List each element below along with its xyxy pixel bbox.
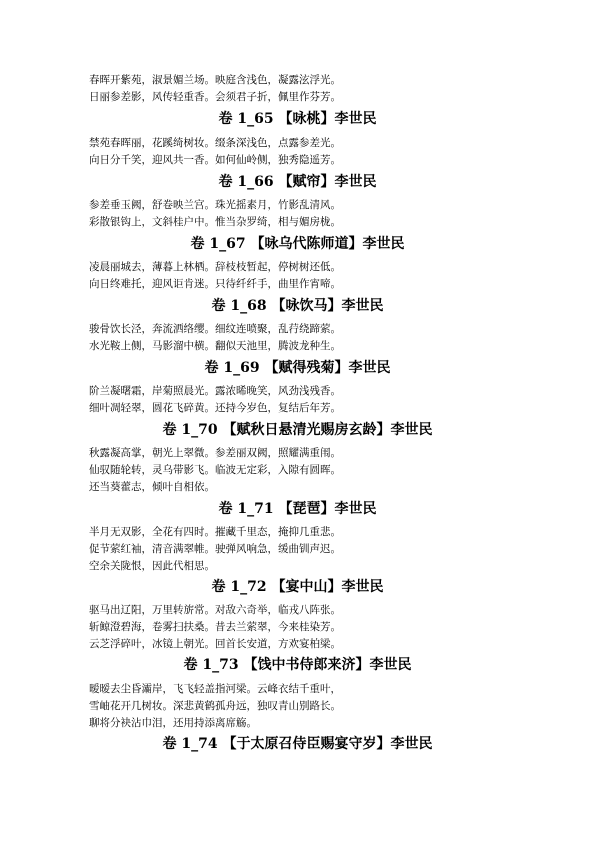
poem-line: 向日分千笑，迎风共一香。如何仙岭侧，独秀隐遥芳。 [89, 154, 341, 166]
poem-line: 半月无双影，全花有四时。摧藏千里态，掩抑几重悲。 [89, 526, 341, 538]
poem-line: 水光鞍上侧，马影溜中横。翻似天池里，腾波龙种生。 [89, 340, 341, 352]
poem-line: 参差垂玉阙，舒卷映兰宫。珠光摇素月，竹影乱清风。 [89, 199, 341, 211]
poem-line: 禁苑春晖丽，花蹊绮树妆。缀条深浅色，点露参差光。 [89, 137, 341, 149]
poem-line: 还当葵藿志，倾叶自相依。 [89, 481, 215, 493]
poem-line: 骏骨饮长泾，奔流洒络缨。细纹连喷聚，乱荇绕蹄萦。 [89, 323, 341, 335]
poem-line: 向日终难托，迎风讵肯迷。只待纤纤手，曲里作宵啼。 [89, 278, 341, 290]
poem-line: 秋露凝高掌，朝光上翠微。参差丽双阙，照耀满重闱。 [89, 447, 341, 459]
poem-line: 促节萦红袖，清音满翠帷。驶弹风响急，缓曲钏声迟。 [89, 543, 341, 555]
poem-line: 驱马出辽阳，万里转旂常。对敌六奇举，临戎八阵张。 [89, 604, 341, 616]
poem-line: 聊将分袂沾巾泪，还用持添离席觞。 [89, 717, 257, 729]
poem-title: 卷 1_65 【咏桃】李世民 [218, 111, 377, 127]
poem-title: 卷 1_70 【赋秋日悬清光赐房玄龄】李世民 [162, 422, 433, 438]
poem-line: 暧暧去尘昏灞岸，飞飞轻盖指河梁。云峰衣结千重叶， [89, 683, 341, 695]
poem-title: 卷 1_74 【于太原召侍臣赐宴守岁】李世民 [162, 736, 433, 752]
poem-title: 卷 1_67 【咏乌代陈师道】李世民 [190, 236, 405, 252]
poem-title: 卷 1_71 【琵琶】李世民 [218, 501, 377, 517]
poem-title: 卷 1_73 【饯中书侍郎来济】李世民 [183, 657, 412, 673]
poem-line: 云芝浮碎叶，冰镜上朝光。回首长安道，方欢宴柏梁。 [89, 638, 341, 650]
poem-line: 彩散银钩上，文斜桂户中。惟当杂罗绮，相与媚房栊。 [89, 216, 341, 228]
poem-line: 日丽参差影，风传轻重香。会须君子折，佩里作芬芳。 [89, 91, 341, 103]
poem-line: 空余关陇恨，因此代相思。 [89, 560, 215, 572]
poem-line: 仙驭随轮转，灵乌带影飞。临波无定彩，入隙有圆晖。 [89, 464, 341, 476]
poem-line: 斩鲸澄碧海，卷雾扫扶桑。昔去兰萦翠，今来桂染芳。 [89, 621, 341, 633]
poem-line: 阶兰凝曙霜，岸菊照晨光。露浓晞晚笑，风劲浅残香。 [89, 385, 341, 397]
poem-title: 卷 1_68 【咏饮马】李世民 [211, 298, 384, 314]
poem-line: 春晖开紫苑，淑景媚兰场。映庭含浅色，凝露泫浮光。 [89, 74, 341, 86]
poem-title: 卷 1_69 【赋得残菊】李世民 [204, 360, 391, 376]
poem-line: 细叶凋轻翠，圆花飞碎黄。还持今岁色，复结后年芳。 [89, 402, 341, 414]
poem-line: 雪岫花开几树妆。深悲黄鹤孤舟远，独叹青山别路长。 [89, 700, 341, 712]
poem-line: 凌晨丽城去，薄暮上林栖。辞枝枝暂起，停树树还低。 [89, 261, 341, 273]
poem-title: 卷 1_66 【赋帘】李世民 [218, 174, 377, 190]
poem-title: 卷 1_72 【宴中山】李世民 [211, 579, 384, 595]
